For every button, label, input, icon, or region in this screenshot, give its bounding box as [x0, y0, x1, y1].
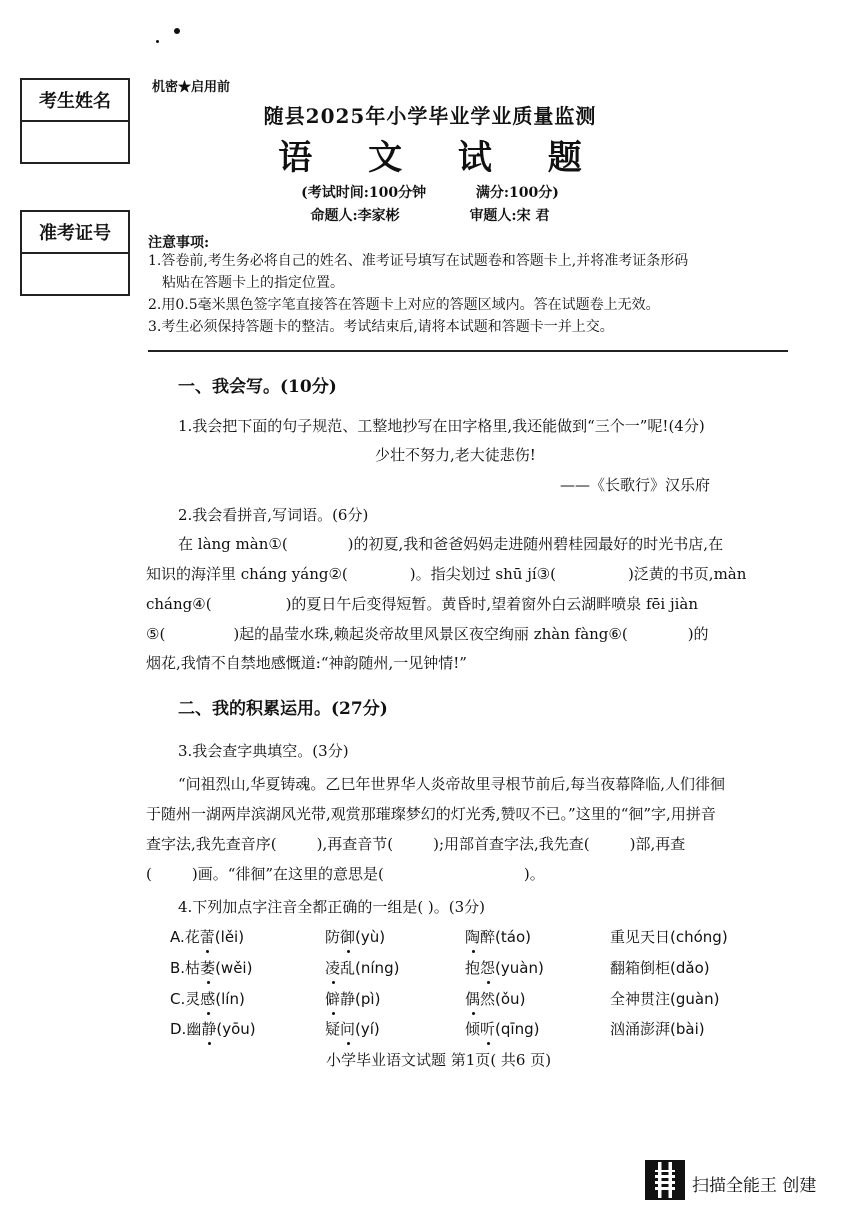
- subject-title: 语 文 试 题: [278, 138, 604, 178]
- option-b-3: [465, 957, 544, 978]
- option-text: C.灵: [170, 990, 201, 1008]
- option-d-4: [610, 1018, 705, 1039]
- scanner-watermark: 扫描全能王 创建: [692, 1176, 817, 1196]
- dotted-char: 偶: [465, 990, 481, 1008]
- question-1: 1.我会把下面的句子规范、工整地抄写在田字格里,我还能做到“三个一”呢!(4分): [178, 417, 705, 435]
- option-a-4: [610, 926, 728, 947]
- option-a-3: [465, 926, 531, 947]
- option-text: 全神贯注: [610, 990, 671, 1008]
- option-text: 倾: [465, 1020, 481, 1038]
- option-text: 重见天日: [610, 928, 671, 946]
- option-c-3: [465, 988, 525, 1009]
- option-pinyin: (lěi): [214, 928, 245, 946]
- option-pinyin: (bài): [670, 1020, 705, 1038]
- option-pinyin: (chóng): [670, 928, 728, 946]
- dotted-char: 蕾: [199, 928, 215, 946]
- question-3: 3.我会查字典填空。(3分): [178, 742, 349, 760]
- q2-text: )泛黄的书页,màn: [627, 565, 747, 583]
- ink-mark: [156, 40, 159, 43]
- divider: [148, 350, 788, 352]
- q3-text: )部,再查: [629, 835, 686, 853]
- q2-text: )。指尖划过 shū jí③(: [409, 565, 556, 583]
- exam-title: 随县2025年小学毕业学业质量监测: [263, 104, 597, 128]
- option-text: 醉: [480, 928, 496, 946]
- option-pinyin: (qīng): [495, 1020, 540, 1038]
- q2-line-3: [146, 593, 698, 614]
- q3-text: )。: [523, 865, 545, 883]
- option-pinyin: (yuàn): [495, 959, 544, 977]
- option-text: 静: [340, 990, 356, 1008]
- q2-line-5: 烟花,我情不自禁地感慨道:“神韵随州,一见钟情!”: [146, 654, 467, 672]
- q3-text: );用部首查字法,我先查(: [433, 835, 590, 853]
- option-text: 疑: [325, 1020, 341, 1038]
- q2-text: cháng④(: [146, 595, 212, 613]
- q3-line-3: [146, 833, 685, 854]
- notice-item-1b: 粘贴在答题卡上的指定位置。: [162, 275, 344, 291]
- option-text: 然: [480, 990, 496, 1008]
- option-d-1: [170, 1018, 256, 1039]
- q3-text: (: [146, 865, 152, 883]
- option-text: 汹涌澎湃: [610, 1020, 671, 1038]
- option-text: 乱: [340, 959, 356, 977]
- section-2-heading: 二、我的积累运用。(27分): [178, 699, 388, 719]
- option-d-2: [325, 1018, 380, 1039]
- option-pinyin: (ǒu): [495, 990, 526, 1008]
- exam-time: (考试时间:100分钟: [301, 185, 427, 201]
- dotted-char: 问: [340, 1020, 356, 1038]
- dotted-char: 听: [480, 1020, 496, 1038]
- reviewer: 审题人:宋 君: [469, 208, 550, 224]
- q2-line-4: [146, 623, 709, 644]
- dotted-char: 御: [340, 928, 356, 946]
- q3-text: )画。“徘徊”在这里的意思是(: [191, 865, 384, 883]
- option-b-4: [610, 957, 710, 978]
- exam-score: 满分:100分): [475, 185, 559, 201]
- notice-item-3: 3.考生必须保持答题卡的整洁。考试结束后,请将本试题和答题卡一并上交。: [148, 319, 614, 335]
- q2-line-1: [178, 533, 723, 554]
- exam-id-field[interactable]: [22, 254, 128, 294]
- notice-title: 注意事项:: [148, 235, 210, 251]
- q2-text: 知识的海洋里 cháng yáng②(: [146, 565, 348, 583]
- option-text: 翻箱倒柜: [610, 959, 671, 977]
- dotted-char: 凌: [325, 959, 341, 977]
- option-text: 防: [325, 928, 341, 946]
- option-pinyin: (táo): [495, 928, 531, 946]
- option-pinyin: (guàn): [670, 990, 720, 1008]
- notice-item-2: 2.用0.5毫米黑色签字笔直接答在答题卡上对应的答题区域内。答在试题卷上无效。: [148, 297, 660, 313]
- option-pinyin: (lín): [215, 990, 245, 1008]
- authors-line: [0, 205, 860, 225]
- option-b-1: [170, 957, 252, 978]
- option-text: A.花: [170, 928, 200, 946]
- option-pinyin: (pì): [355, 990, 381, 1008]
- q2-line-2: [146, 563, 746, 584]
- q2-text: )的夏日午后变得短暂。黄昏时,望着窗外白云湖畔喷泉 fēi jiàn: [285, 595, 699, 613]
- ink-mark: [174, 28, 180, 34]
- q2-text: )的初夏,我和爸爸妈妈走进随州碧桂园最好的时光书店,在: [347, 535, 724, 553]
- dotted-char: 萎: [200, 959, 216, 977]
- question-1-quote: 少壮不努力,老大徒悲伤!: [375, 446, 536, 464]
- option-text: 抱: [465, 959, 481, 977]
- option-pinyin: (dǎo): [670, 959, 710, 977]
- confidential-mark: 机密★启用前: [152, 80, 231, 95]
- section-1-heading: 一、我会写。(10分): [178, 377, 337, 397]
- dotted-char: 感: [200, 990, 216, 1008]
- dotted-char: 僻: [325, 990, 341, 1008]
- question-1-source: ——《长歌行》汉乐府: [560, 476, 711, 494]
- notice-item-1a: 1.答卷前,考生务必将自己的姓名、准考证号填写在试题卷和答题卡上,并将准考证条形码: [148, 253, 689, 269]
- option-text: D.幽: [170, 1020, 202, 1038]
- option-text: B.枯: [170, 959, 201, 977]
- option-b-2: [325, 957, 399, 978]
- candidate-name-label: 考生姓名: [22, 80, 128, 122]
- q2-text: 在 làng màn①(: [178, 535, 288, 553]
- option-d-3: [465, 1018, 539, 1039]
- dotted-char: 怨: [480, 959, 496, 977]
- option-pinyin: (níng): [355, 959, 400, 977]
- question-4: 4.下列加点字注音全都正确的一组是( )。(3分): [178, 898, 486, 916]
- option-pinyin: (yù): [355, 928, 386, 946]
- qr-code-icon: [645, 1160, 685, 1200]
- option-c-2: [325, 988, 380, 1009]
- option-pinyin: (yōu): [216, 1020, 256, 1038]
- option-pinyin: (wěi): [215, 959, 253, 977]
- q3-line-2: 于随州一湖两岸滨湖风光带,观赏那璀璨梦幻的灯光秀,赞叹不已。”这里的“徊”字,用拼音: [146, 805, 716, 823]
- option-a-1: [170, 926, 244, 947]
- q3-text: 查字法,我先查音序(: [146, 835, 277, 853]
- q2-text: )的: [687, 625, 709, 643]
- option-pinyin: (yí): [355, 1020, 380, 1038]
- author: 命题人:李家彬: [310, 208, 400, 224]
- dotted-char: 陶: [465, 928, 481, 946]
- option-c-4: [610, 988, 719, 1009]
- q2-text: )起的晶莹水珠,赖起炎帝故里风景区夜空绚丽 zhàn fàng⑥(: [233, 625, 628, 643]
- q3-line-1: “问祖烈山,华夏铸魂。乙巳年世界华人炎帝故里寻根节前后,每当夜幕降临,人们徘徊: [178, 775, 725, 793]
- q3-line-4: [146, 863, 545, 884]
- q2-text: ⑤(: [146, 625, 166, 643]
- option-a-2: [325, 926, 385, 947]
- option-c-1: [170, 988, 245, 1009]
- page-footer: 小学毕业语文试题 第1页( 共6 页): [326, 1051, 552, 1069]
- exam-id-label: 准考证号: [22, 212, 128, 254]
- q3-text: ),再查音节(: [316, 835, 394, 853]
- exam-meta-line: [0, 182, 860, 202]
- dotted-char: 静: [201, 1020, 217, 1038]
- question-2: 2.我会看拼音,写词语。(6分): [178, 506, 369, 524]
